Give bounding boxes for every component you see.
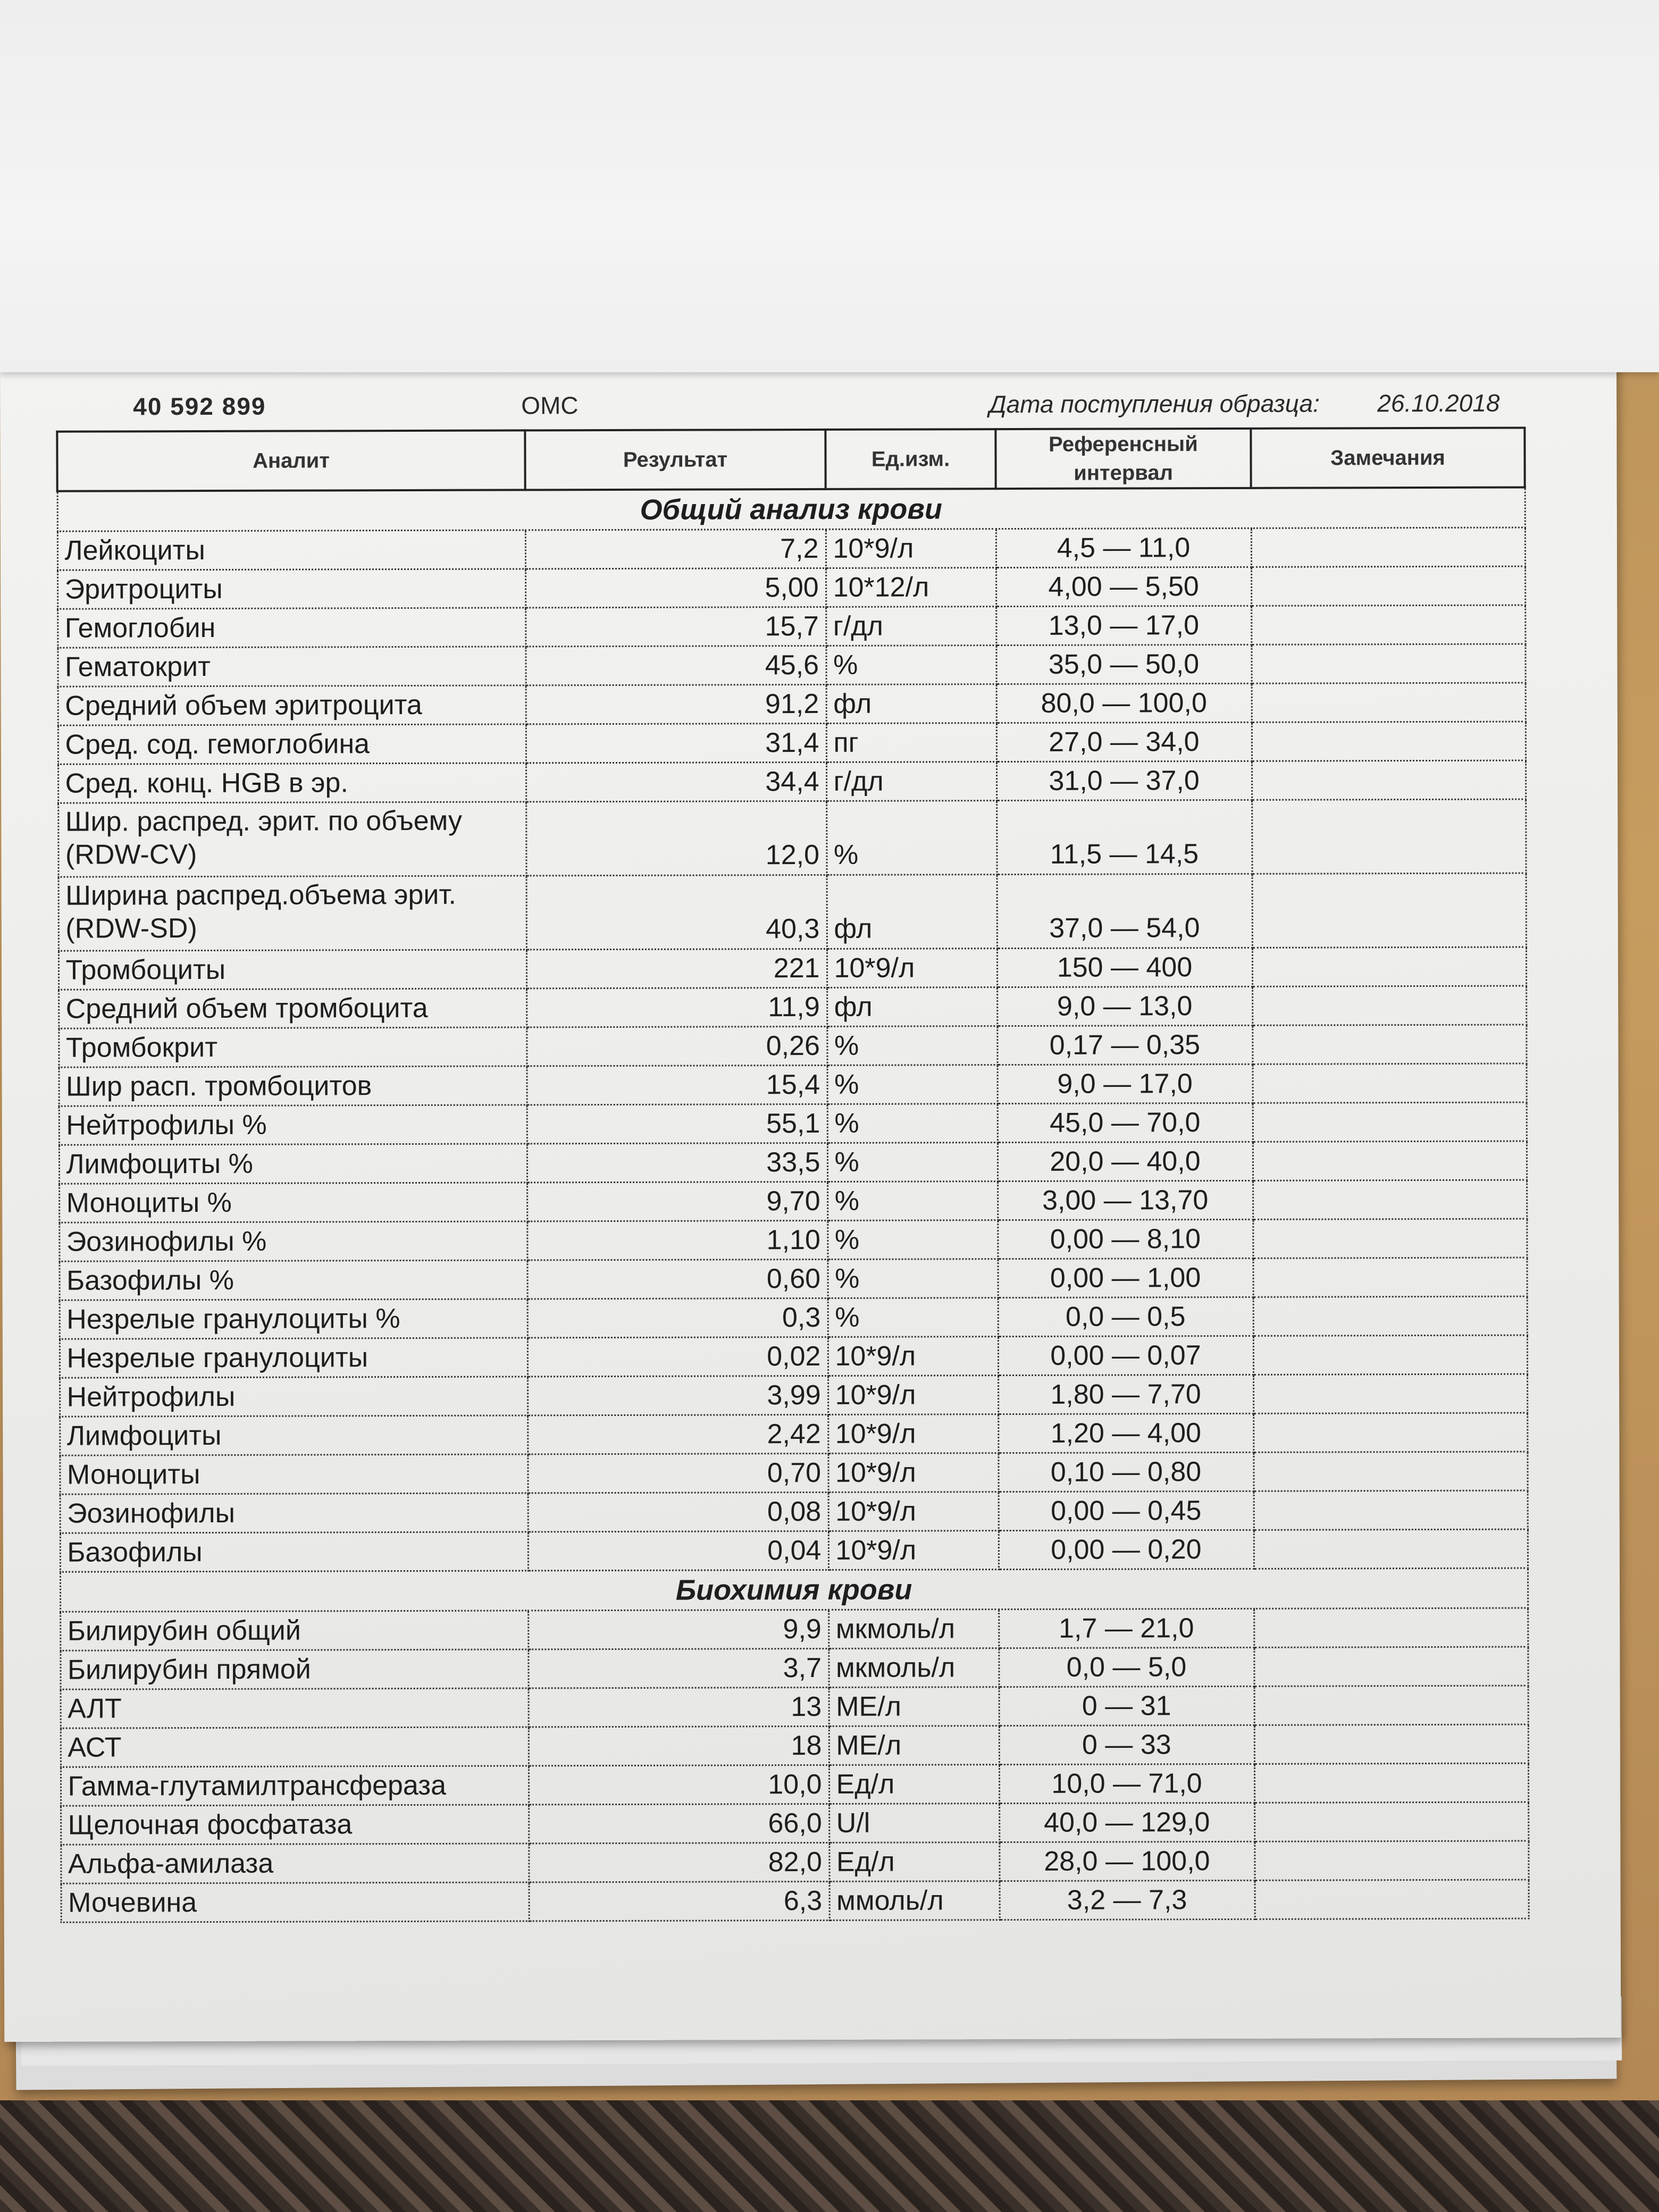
table-row <box>60 1413 1527 1455</box>
unit-value: % <box>827 1143 998 1182</box>
section-title: Биохимия крови <box>60 1568 1528 1612</box>
result-value: 82,0 <box>529 1842 829 1882</box>
result-value: 9,9 <box>528 1610 828 1649</box>
unit-value: г/дл <box>826 607 996 646</box>
result-value: 18 <box>529 1726 829 1765</box>
order-number: 40 592 899 <box>133 392 266 421</box>
section-header-row <box>60 1568 1528 1612</box>
result-value: 0,26 <box>526 1026 827 1066</box>
analyte-name: Нейтрофилы % <box>59 1105 527 1145</box>
unit-value: мкмоль/л <box>828 1648 999 1688</box>
table-row <box>61 1724 1528 1767</box>
table-row <box>58 1025 1526 1067</box>
analyte-name: Лимфоциты <box>60 1415 527 1455</box>
analyte-name: Эозинофилы <box>60 1493 528 1533</box>
table-row <box>61 1686 1528 1728</box>
remarks-cell <box>1252 1025 1526 1064</box>
analyte-name: Тромбокрит <box>58 1027 526 1067</box>
reference-interval: 0,00 — 0,07 <box>998 1336 1253 1375</box>
table-header-row <box>57 428 1524 491</box>
table-row <box>60 1647 1528 1689</box>
table-row <box>59 1219 1527 1261</box>
result-value: 0,60 <box>527 1259 827 1298</box>
reference-interval: 0,17 — 0,35 <box>997 1025 1252 1065</box>
unit-value: % <box>826 801 996 875</box>
unit-value: 10*9/л <box>827 949 997 988</box>
remarks-cell <box>1253 1452 1527 1491</box>
table-row <box>58 873 1526 951</box>
result-value: 0,70 <box>527 1453 828 1493</box>
analyte-name: Эозинофилы % <box>59 1221 527 1261</box>
analyte-name: Лимфоциты % <box>59 1144 527 1184</box>
remarks-cell <box>1254 1686 1528 1725</box>
reference-interval: 4,00 — 5,50 <box>996 567 1251 606</box>
unit-value: % <box>828 1298 998 1337</box>
analyte-name: Билирубин общий <box>60 1611 528 1650</box>
column-header-result: Результат <box>525 430 825 490</box>
reference-interval: 37,0 — 54,0 <box>997 874 1252 948</box>
analyte-name: Базофилы % <box>59 1260 527 1300</box>
unit-value: 10*12/л <box>826 568 996 607</box>
remarks-cell <box>1252 947 1526 986</box>
reference-interval: 3,00 — 13,70 <box>998 1180 1253 1220</box>
table-row <box>57 527 1525 570</box>
remarks-cell <box>1254 1802 1528 1841</box>
unit-value: % <box>827 1026 997 1066</box>
result-value: 15,7 <box>525 607 826 646</box>
table-row <box>61 1763 1528 1806</box>
table-row <box>59 1180 1527 1222</box>
table-row <box>61 1880 1529 1922</box>
remarks-cell <box>1253 1335 1527 1375</box>
table-row <box>58 760 1526 803</box>
result-value: 40,3 <box>526 875 827 949</box>
rug-background <box>0 2100 1659 2212</box>
unit-value: г/дл <box>826 762 996 801</box>
table-row <box>59 1141 1527 1184</box>
result-value: 5,00 <box>525 568 826 607</box>
result-value: 34,4 <box>526 762 826 801</box>
result-value: 6,3 <box>529 1881 830 1921</box>
analyte-name: Гематокрит <box>57 647 525 686</box>
table-row <box>60 1529 1528 1572</box>
result-value: 3,7 <box>528 1648 828 1688</box>
analyte-name: АСТ <box>61 1727 529 1767</box>
remarks-cell <box>1252 760 1526 800</box>
result-value: 0,08 <box>528 1492 828 1531</box>
unit-value: 10*9/л <box>828 1453 998 1493</box>
sample-date-label: Дата поступления образца: <box>989 389 1320 418</box>
table-row <box>57 605 1525 648</box>
analyte-name: Шир расп. тромбоцитов <box>59 1066 527 1106</box>
reference-interval: 20,0 — 40,0 <box>998 1142 1253 1181</box>
result-value: 0,04 <box>528 1531 828 1570</box>
column-header-remarks: Замечания <box>1251 428 1524 488</box>
unit-value: фл <box>827 875 997 949</box>
table-row <box>58 799 1526 877</box>
reference-interval: 27,0 — 34,0 <box>996 722 1252 761</box>
remarks-cell <box>1253 1141 1527 1180</box>
unit-value: 10*9/л <box>828 1337 998 1376</box>
analyte-name: Сред. конц. HGB в эр. <box>58 763 526 803</box>
reference-interval: 0,00 — 1,00 <box>998 1258 1253 1297</box>
table-row <box>60 1490 1528 1533</box>
remarks-cell <box>1252 986 1526 1025</box>
result-value: 2,42 <box>527 1414 828 1454</box>
remarks-cell <box>1252 683 1526 722</box>
remarks-cell <box>1254 1763 1528 1803</box>
remarks-cell <box>1254 1724 1528 1764</box>
table-row <box>60 1335 1527 1378</box>
remarks-cell <box>1251 566 1525 606</box>
table-row <box>57 566 1525 609</box>
overlapping-blank-sheet <box>0 0 1659 372</box>
section-header-row <box>57 487 1525 531</box>
table-row <box>57 644 1525 686</box>
reference-interval: 28,0 — 100,0 <box>999 1841 1254 1881</box>
analyte-name: Сред. сод. гемоглобина <box>58 724 526 764</box>
remarks-cell <box>1254 1490 1528 1530</box>
table-row <box>60 1452 1527 1494</box>
table-row <box>61 1841 1528 1883</box>
reference-interval: 10,0 — 71,0 <box>999 1764 1254 1803</box>
analyte-name: Средний объем эритроцита <box>58 685 526 725</box>
results-table <box>56 426 1529 1923</box>
unit-value: Ед/л <box>829 1765 999 1804</box>
reference-interval: 0,10 — 0,80 <box>998 1452 1253 1492</box>
remarks-cell <box>1254 1647 1528 1686</box>
table-row <box>58 986 1526 1028</box>
analyte-name: Тромбоциты <box>58 950 526 990</box>
remarks-cell <box>1253 1219 1527 1258</box>
remarks-cell <box>1252 873 1526 948</box>
reference-interval: 11,5 — 14,5 <box>996 800 1252 874</box>
section-title: Общий анализ крови <box>57 487 1525 531</box>
reference-interval: 0,00 — 0,45 <box>999 1491 1254 1530</box>
unit-value: 10*9/л <box>828 1492 999 1531</box>
reference-interval: 45,0 — 70,0 <box>998 1103 1253 1142</box>
unit-value: мкмоль/л <box>828 1610 999 1649</box>
result-value: 11,9 <box>526 987 827 1027</box>
table-row <box>61 1802 1528 1845</box>
unit-value: МЕ/л <box>829 1726 999 1765</box>
lab-report-sheet <box>0 352 1621 2042</box>
result-value: 15,4 <box>526 1065 827 1104</box>
analyte-name: Эритроциты <box>57 569 525 609</box>
table-row <box>58 722 1526 764</box>
unit-value: фл <box>826 684 996 724</box>
analyte-name: Гемоглобин <box>57 608 525 648</box>
unit-value: U/l <box>829 1804 999 1843</box>
analyte-name: Альфа-амилаза <box>61 1844 529 1883</box>
result-value: 10,0 <box>529 1765 829 1804</box>
reference-interval: 150 — 400 <box>997 948 1252 987</box>
remarks-cell <box>1255 1880 1529 1919</box>
reference-interval: 9,0 — 17,0 <box>997 1064 1252 1103</box>
analyte-name: Моноциты % <box>59 1183 527 1222</box>
analyte-name: Мочевина <box>61 1882 529 1922</box>
result-value: 66,0 <box>529 1804 829 1843</box>
result-value: 0,3 <box>527 1298 828 1337</box>
reference-interval: 9,0 — 13,0 <box>997 986 1252 1026</box>
reference-interval: 4,5 — 11,0 <box>996 528 1251 567</box>
analyte-name: Шир. распред. эрит. по объему (RDW-CV) <box>58 802 526 877</box>
unit-value: пг <box>826 723 996 763</box>
unit-value: МЕ/л <box>829 1687 999 1727</box>
result-value: 33,5 <box>527 1143 827 1182</box>
unit-value: 10*9/л <box>828 1414 998 1454</box>
reference-interval: 1,20 — 4,00 <box>998 1413 1253 1453</box>
unit-value: Ед/л <box>829 1842 999 1882</box>
reference-interval: 80,0 — 100,0 <box>996 683 1252 723</box>
result-value: 45,6 <box>525 646 826 685</box>
column-header-reference: Референсный интервал <box>995 429 1251 489</box>
analyte-name: Билирубин прямой <box>60 1649 528 1689</box>
table-row <box>59 1102 1527 1145</box>
reference-interval: 0,00 — 8,10 <box>998 1219 1253 1259</box>
remarks-cell <box>1253 1102 1527 1142</box>
remarks-cell <box>1251 527 1525 567</box>
unit-value: 10*9/л <box>828 1376 998 1415</box>
unit-value: 10*9/л <box>828 1531 999 1570</box>
unit-value: % <box>827 1065 997 1104</box>
result-value: 31,4 <box>526 723 826 763</box>
table-row <box>60 1374 1527 1417</box>
analyte-name: Незрелые гранулоциты % <box>60 1299 527 1339</box>
analyte-name: Незрелые гранулоциты <box>60 1338 527 1378</box>
reference-interval: 0 — 33 <box>999 1725 1254 1764</box>
remarks-cell <box>1254 1608 1528 1647</box>
report-header <box>128 378 1510 424</box>
reference-interval: 31,0 — 37,0 <box>996 761 1252 800</box>
table-row <box>58 683 1526 725</box>
remarks-cell <box>1253 1258 1527 1297</box>
unit-value: % <box>827 1104 998 1143</box>
table-row <box>60 1608 1528 1650</box>
sample-date-value: 26.10.2018 <box>1377 389 1500 417</box>
reference-interval: 0,0 — 5,0 <box>999 1647 1254 1687</box>
column-header-unit: Ед.изм. <box>825 429 995 489</box>
remarks-cell <box>1253 1374 1527 1413</box>
analyte-name: Лейкоциты <box>57 530 525 570</box>
analyte-name: Ширина распред.объема эрит. (RDW-SD) <box>58 876 526 951</box>
result-value: 0,02 <box>527 1337 828 1376</box>
result-value: 12,0 <box>526 801 826 875</box>
reference-interval: 40,0 — 129,0 <box>999 1803 1254 1842</box>
reference-interval: 35,0 — 50,0 <box>996 644 1251 684</box>
table-row <box>59 1063 1527 1106</box>
result-value: 7,2 <box>525 529 826 568</box>
analyte-name: Нейтрофилы <box>60 1377 527 1417</box>
result-value: 3,99 <box>527 1376 828 1415</box>
result-value: 55,1 <box>527 1104 827 1143</box>
unit-value: % <box>827 1220 998 1260</box>
reference-interval: 13,0 — 17,0 <box>996 606 1251 645</box>
remarks-cell <box>1254 1841 1528 1880</box>
reference-interval: 0,0 — 0,5 <box>998 1297 1253 1336</box>
payment-type: ОМС <box>521 391 579 420</box>
result-value: 91,2 <box>526 684 826 724</box>
analyte-name: Моноциты <box>60 1454 527 1494</box>
analyte-name: АЛТ <box>61 1688 529 1728</box>
result-value: 221 <box>526 949 827 988</box>
unit-value: фл <box>827 987 997 1027</box>
result-value: 9,70 <box>527 1182 827 1221</box>
analyte-name: Средний объем тромбоцита <box>58 988 526 1028</box>
remarks-cell <box>1252 1063 1526 1103</box>
analyte-name: Базофилы <box>60 1532 528 1572</box>
reference-interval: 0,00 — 0,20 <box>999 1530 1254 1569</box>
unit-value: 10*9/л <box>826 529 996 568</box>
table-row <box>58 947 1526 990</box>
analyte-name: Щелочная фосфатаза <box>61 1805 529 1845</box>
reference-interval: 3,2 — 7,3 <box>1000 1880 1255 1920</box>
result-value: 1,10 <box>527 1220 827 1260</box>
unit-value: % <box>827 1182 998 1221</box>
remarks-cell <box>1254 1529 1528 1569</box>
reference-interval: 1,80 — 7,70 <box>998 1375 1253 1414</box>
analyte-name: Гамма-глутамилтрансфераза <box>61 1766 529 1806</box>
remarks-cell <box>1253 1413 1527 1452</box>
remarks-cell <box>1253 1180 1527 1219</box>
result-value: 13 <box>529 1687 829 1727</box>
remarks-cell <box>1253 1296 1527 1336</box>
remarks-cell <box>1252 722 1526 761</box>
reference-interval: 0 — 31 <box>999 1686 1254 1725</box>
remarks-cell <box>1252 799 1526 874</box>
unit-value: % <box>826 646 996 685</box>
unit-value: % <box>827 1259 998 1298</box>
remarks-cell <box>1251 605 1525 644</box>
results-body <box>57 487 1529 1922</box>
reference-interval: 1,7 — 21,0 <box>999 1608 1254 1648</box>
unit-value: ммоль/л <box>830 1881 1000 1921</box>
table-row <box>60 1296 1527 1339</box>
table-row <box>59 1258 1527 1300</box>
column-header-analyte: Аналит <box>57 430 525 491</box>
remarks-cell <box>1251 644 1525 683</box>
